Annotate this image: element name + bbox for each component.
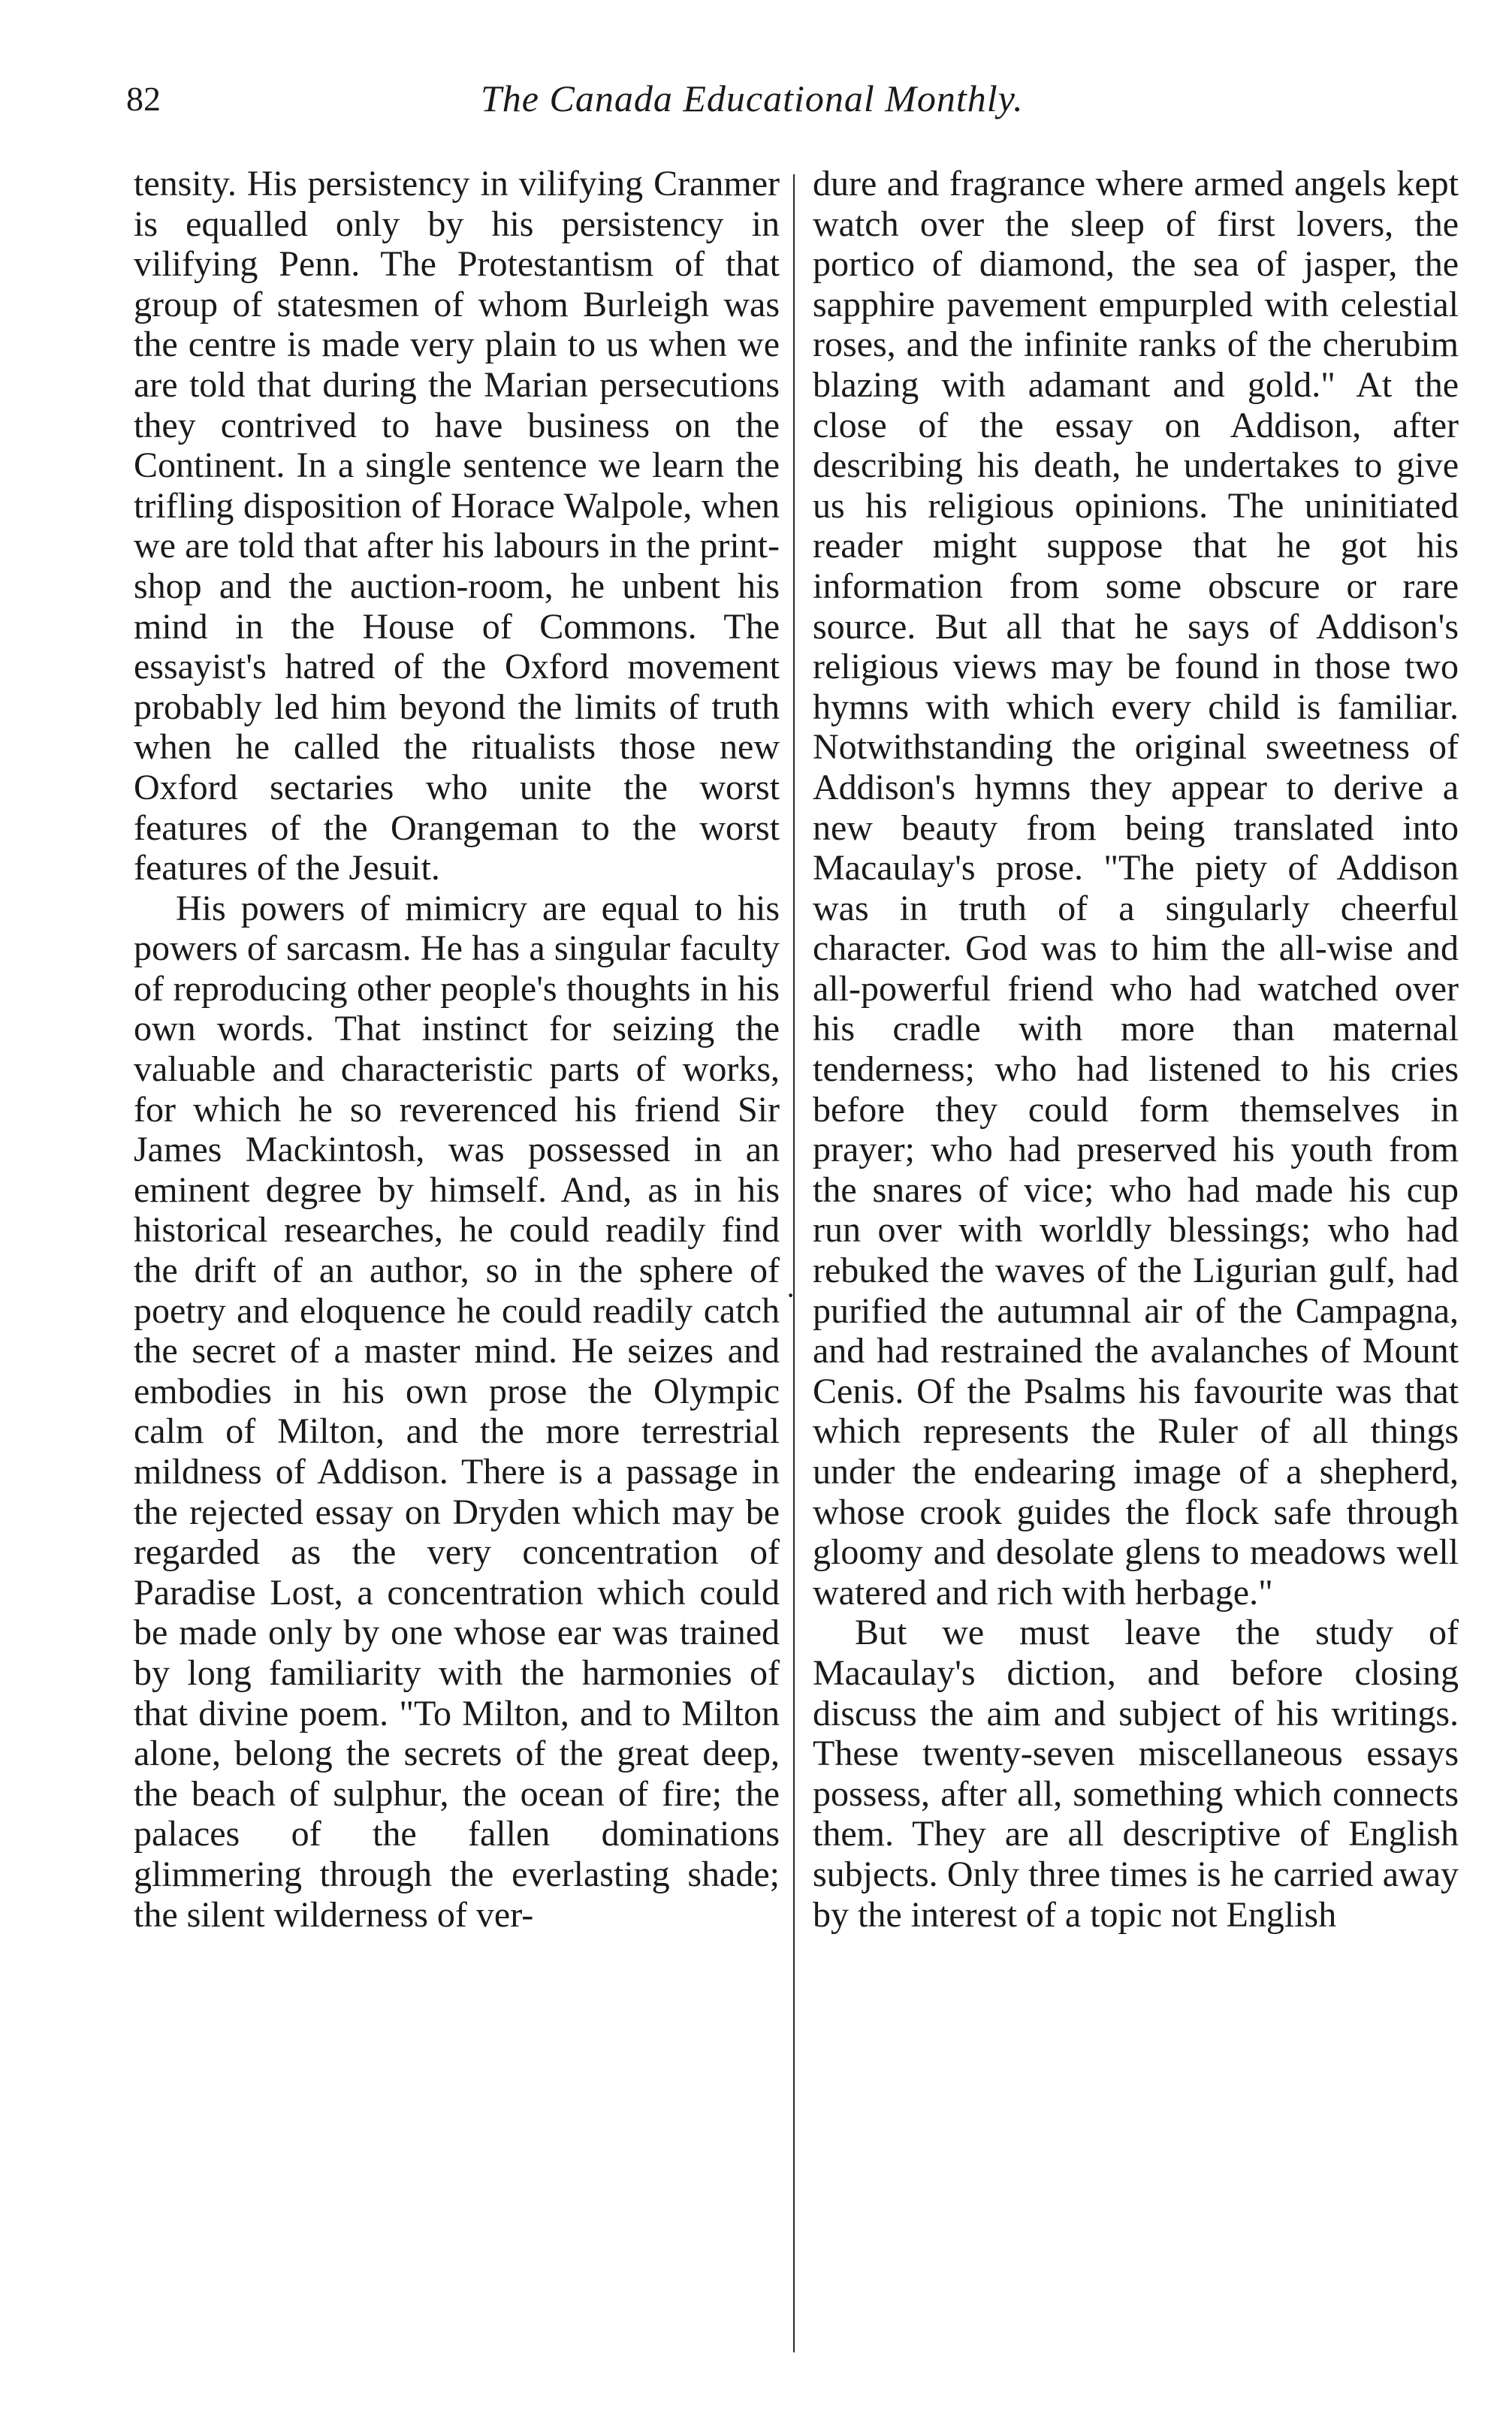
right-paragraph-continued: dure and fragrance where armed angels kept watch over the sleep of first lovers, the portico of diamond, the sea of jasper, the sapphire pavement empurpled with celestial roses, and the infinite ranks of the cherubim blazing with adamant and gold." At the close of the essay on Addison, after describing his death, he undertakes to give us his religious opinions. The uninitiated reader might suppose that he got his information from some obscure or rare source. But all that he says of Addison's religious views may be found in those two hymns with which every child is familiar. Notwithstanding the original sweetness of Addison's hymns they appear to derive a new beauty from being translated into Macaulay's prose. "The piety of Addison was in truth of a singularly cheerful character. God was to him the all-wise and all-powerful friend who had watched over his cradle with more than maternal tenderness; who had listened to his cries before they could form themselves in prayer; who had preserved his youth from the snares of vice; who had made his cup run over with worldly blessings; who had rebuked the waves of the Ligurian gulf, had purified the autumnal air of the Campagna, and had restrained the avalanches of Mount Cenis. Of the Psalms his favourite was that which represents the Ruler of all things under the endearing image of a shepherd, whose crook guides the flock safe through gloomy and desolate glens to meadows well watered and rich with herbage."	[813, 164, 1459, 1613]
running-title: The Canada Educational Monthly.	[481, 77, 1024, 119]
page-number: 82	[126, 80, 161, 118]
left-column	[134, 164, 780, 1935]
right-paragraph-diction: But we must leave the study of Macaulay's diction, and before closing discuss the aim and subject of his writings. These twenty-seven miscellaneous essays possess, after all, something which connects them. They are all descriptive of English subjects. Only three times is he carried away by the interest of a topic not English	[813, 1613, 1459, 1935]
left-paragraph-continued: tensity. His persistency in vilifying Cranmer is equalled only by his persistency in vilifying Penn. The Protestantism of that group of statesmen of whom Burleigh was the centre is made very plain to us when we are told that during the Marian persecutions they contrived to have business on the Continent. In a single sentence we learn the trifling disposition of Horace Walpole, when we are told that after his labours in the print-shop and the auction-room, he unbent his mind in the House of Commons. The essayist's hatred of the Oxford movement probably led him beyond the limits of truth when he called the ritualists those new Oxford sectaries who unite the worst features of the Orangeman to the worst features of the Jesuit.	[134, 164, 780, 889]
right-column	[813, 164, 1459, 1935]
column-rule	[793, 174, 795, 2352]
left-paragraph-mimicry: His powers of mimicry are equal to his powers of sarcasm. He has a singular faculty of reproducing other people's thoughts in his own words. That instinct for seizing the valuable and characteristic parts of works, for which he so reverenced his friend Sir James Mackintosh, was possessed in an eminent degree by himself. And, as in his historical researches, he could readily find the drift of an author, so in the sphere of poetry and eloquence he could readily catch the secret of a master mind. He seizes and embodies in his own prose the Olympic calm of Milton, and the more terrestrial mildness of Addison. There is a passage in the rejected essay on Dryden which may be regarded as the very concentration of Paradise Lost, a concentration which could be made only by one whose ear was trained by long familiarity with the harmonies of that divine poem. "To Milton, and to Milton alone, belong the secrets of the great deep, the beach of sulphur, the ocean of fire; the palaces of the fallen dominations glimmering through the everlasting shade; the silent wilderness of ver-	[134, 888, 780, 1935]
stray-mark: ·	[786, 1278, 796, 1312]
